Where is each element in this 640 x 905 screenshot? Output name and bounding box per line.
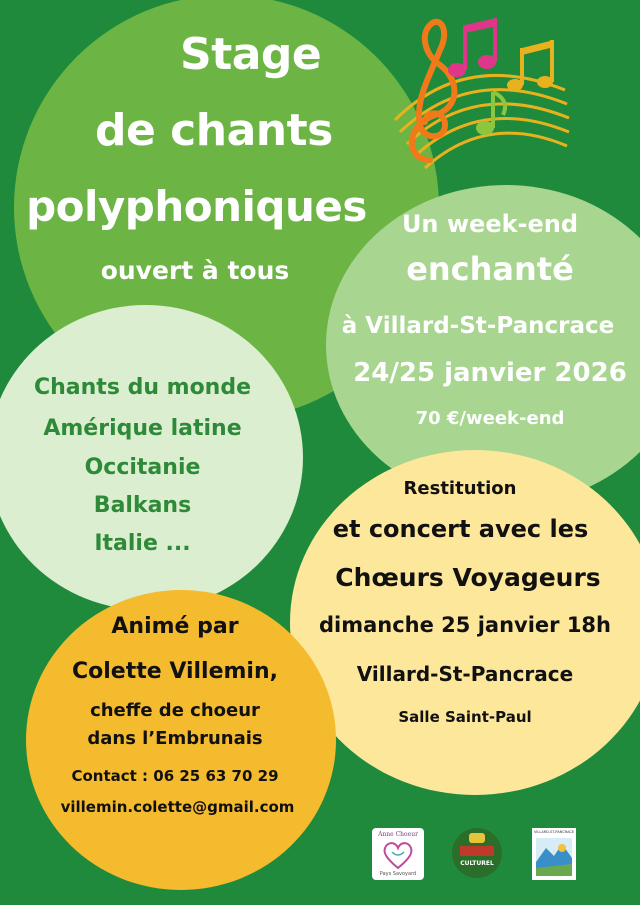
title-subtitle: ouvert à tous — [100, 256, 290, 285]
foyer-culturel-logo — [452, 828, 502, 878]
weekend-line-2: enchanté — [406, 250, 574, 288]
leader-line-2: Colette Villemin, — [71, 659, 278, 684]
foyer-logo-text: CULTUREL — [460, 860, 494, 867]
village-logo-text: VILLARD-ST-PANCRACE — [533, 830, 575, 834]
concert-line-4: dimanche 25 janvier 18h — [318, 613, 611, 637]
concert-line-3: Chœurs Voyageurs — [335, 563, 601, 592]
concert-line-2: et concert avec les — [332, 515, 589, 543]
music-notes-icon — [375, 10, 575, 190]
foyer-logo-band — [460, 846, 494, 856]
leader-email[interactable]: villemin.colette@gmail.com — [60, 798, 295, 816]
village-logo — [532, 828, 576, 880]
heart-icon — [382, 840, 414, 870]
weekend-price: 70 €/week-end — [415, 408, 565, 429]
choir-logo-subtext: Pays Savoyard — [379, 871, 417, 877]
repertoire-item-1: Chants du monde — [33, 375, 252, 400]
weekend-dates: 24/25 janvier 2026 — [353, 358, 627, 388]
repertoire-item-3: Occitanie — [84, 455, 201, 480]
weekend-line-1: Un week-end — [401, 210, 579, 238]
leader-line-4: dans l’Embrunais — [87, 728, 263, 749]
concert-place: Villard-St-Pancrace — [356, 662, 574, 686]
village-emblem-icon — [536, 838, 572, 876]
foyer-logo-badge — [469, 833, 485, 843]
choir-logo — [372, 828, 424, 880]
leader-line-3: cheffe de choeur — [90, 700, 260, 721]
title-line-2: de chants — [95, 105, 333, 156]
choir-logo-text: Anne Choeur — [378, 831, 418, 838]
leader-contact: Contact : 06 25 63 70 29 — [71, 767, 279, 785]
repertoire-item-2: Amérique latine — [43, 416, 242, 441]
repertoire-item-4: Balkans — [93, 493, 192, 518]
leader-line-1: Animé par — [111, 614, 239, 639]
weekend-place: à Villard-St-Pancrace — [341, 313, 615, 339]
title-line-1: Stage — [180, 29, 322, 80]
concert-hall: Salle Saint-Paul — [398, 708, 532, 726]
concert-line-1: Restitution — [403, 478, 517, 499]
repertoire-item-5: Italie ... — [94, 531, 191, 556]
title-line-3: polyphoniques — [26, 182, 367, 231]
